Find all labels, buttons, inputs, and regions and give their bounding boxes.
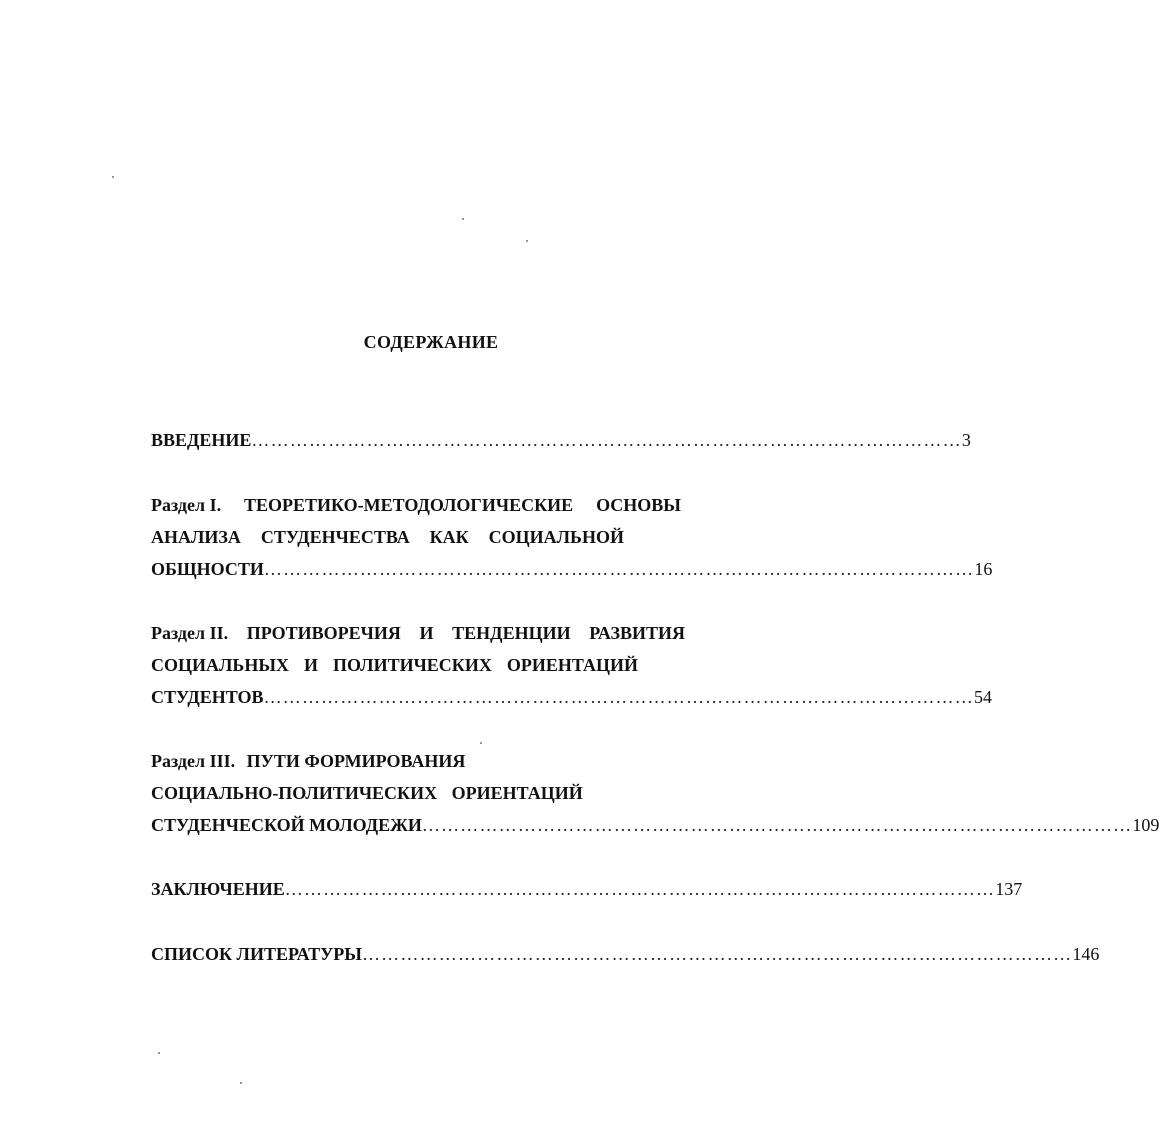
toc-text: ОРИЕНТАЦИЙ bbox=[506, 655, 638, 675]
toc-text: АНАЛИЗА bbox=[151, 527, 241, 547]
toc-entry-section-2-line-1 bbox=[151, 623, 685, 647]
toc-entry-label: ВВЕДЕНИЕ bbox=[151, 430, 252, 450]
toc-text: И bbox=[304, 655, 319, 675]
toc-entry-section-2-line-3 bbox=[151, 687, 992, 711]
toc-text: И bbox=[419, 623, 434, 643]
scan-speck bbox=[480, 742, 482, 744]
toc-page-number: 146 bbox=[1072, 944, 1100, 964]
toc-entry-section-1-line-2 bbox=[151, 527, 624, 551]
toc-entry-section-3-line-3 bbox=[151, 815, 1159, 839]
toc-text: СОЦИАЛЬНО-ПОЛИТИЧЕСКИХ bbox=[151, 783, 438, 803]
dot-leader: ………………………………………………………………………………………………… bbox=[284, 879, 996, 899]
toc-page-number: 54 bbox=[973, 687, 992, 707]
toc-entry-label: СТУДЕНЧЕСКОЙ МОЛОДЕЖИ bbox=[151, 815, 422, 835]
dot-leader: ………………………………………………………………………………………………… bbox=[361, 944, 1073, 964]
scan-speck bbox=[240, 1082, 242, 1084]
toc-text: ОСНОВЫ bbox=[596, 495, 681, 515]
dot-leader: ………………………………………………………………………………………………… bbox=[263, 687, 974, 707]
toc-entry-section-3-line-1 bbox=[151, 751, 491, 775]
toc-text: СОЦИАЛЬНОЙ bbox=[488, 527, 624, 547]
toc-entry-label: СПИСОК ЛИТЕРАТУРЫ bbox=[151, 944, 362, 964]
toc-text: СОЦИАЛЬНЫХ bbox=[151, 655, 289, 675]
toc-text: ПРОТИВОРЕЧИЯ bbox=[246, 623, 401, 643]
toc-entry-conclusion bbox=[151, 879, 1023, 903]
scan-speck bbox=[526, 240, 528, 242]
scan-speck bbox=[112, 176, 114, 178]
toc-text: СТУДЕНЧЕСТВА bbox=[260, 527, 410, 547]
toc-text: Раздел III. bbox=[151, 751, 236, 771]
toc-text: КАК bbox=[429, 527, 469, 547]
scan-speck bbox=[462, 218, 464, 220]
toc-entry-label: СТУДЕНТОВ bbox=[151, 687, 264, 707]
toc-text: ПУТИ ФОРМИРОВАНИЯ bbox=[246, 751, 466, 771]
toc-text: ТЕОРЕТИКО-МЕТОДОЛОГИЧЕСКИЕ bbox=[244, 495, 574, 515]
toc-text: ПОЛИТИЧЕСКИХ bbox=[333, 655, 492, 675]
toc-text: РАЗВИТИЯ bbox=[589, 623, 685, 643]
toc-page-number: 137 bbox=[995, 879, 1023, 899]
scan-speck bbox=[158, 1052, 160, 1054]
toc-entry-bibliography bbox=[151, 944, 1100, 968]
page-title: СОДЕРЖАНИЕ bbox=[363, 332, 499, 352]
toc-page-number: 16 bbox=[974, 559, 993, 579]
dot-leader: ………………………………………………………………………………………………… bbox=[263, 559, 975, 579]
toc-entry-label: ОБЩНОСТИ bbox=[151, 559, 264, 579]
toc-text: Раздел I. bbox=[151, 495, 222, 515]
toc-text: ОРИЕНТАЦИЙ bbox=[451, 783, 583, 803]
dot-leader: ………………………………………………………………………………………………… bbox=[421, 815, 1133, 835]
dot-leader: ………………………………………………………………………………………………… bbox=[251, 430, 962, 450]
toc-entry-section-2-line-2 bbox=[151, 655, 638, 679]
toc-text: Раздел II. bbox=[151, 623, 229, 643]
toc-entry-introduction bbox=[151, 430, 971, 454]
toc-page-number: 3 bbox=[961, 430, 971, 450]
toc-entry-section-1-line-3 bbox=[151, 559, 993, 583]
toc-entry-section-3-line-2 bbox=[151, 783, 601, 807]
toc-page-number: 109 bbox=[1132, 815, 1159, 835]
toc-entry-section-1-line-1 bbox=[151, 495, 681, 519]
toc-text: ТЕНДЕНЦИИ bbox=[452, 623, 571, 643]
toc-entry-label: ЗАКЛЮЧЕНИЕ bbox=[151, 879, 285, 899]
